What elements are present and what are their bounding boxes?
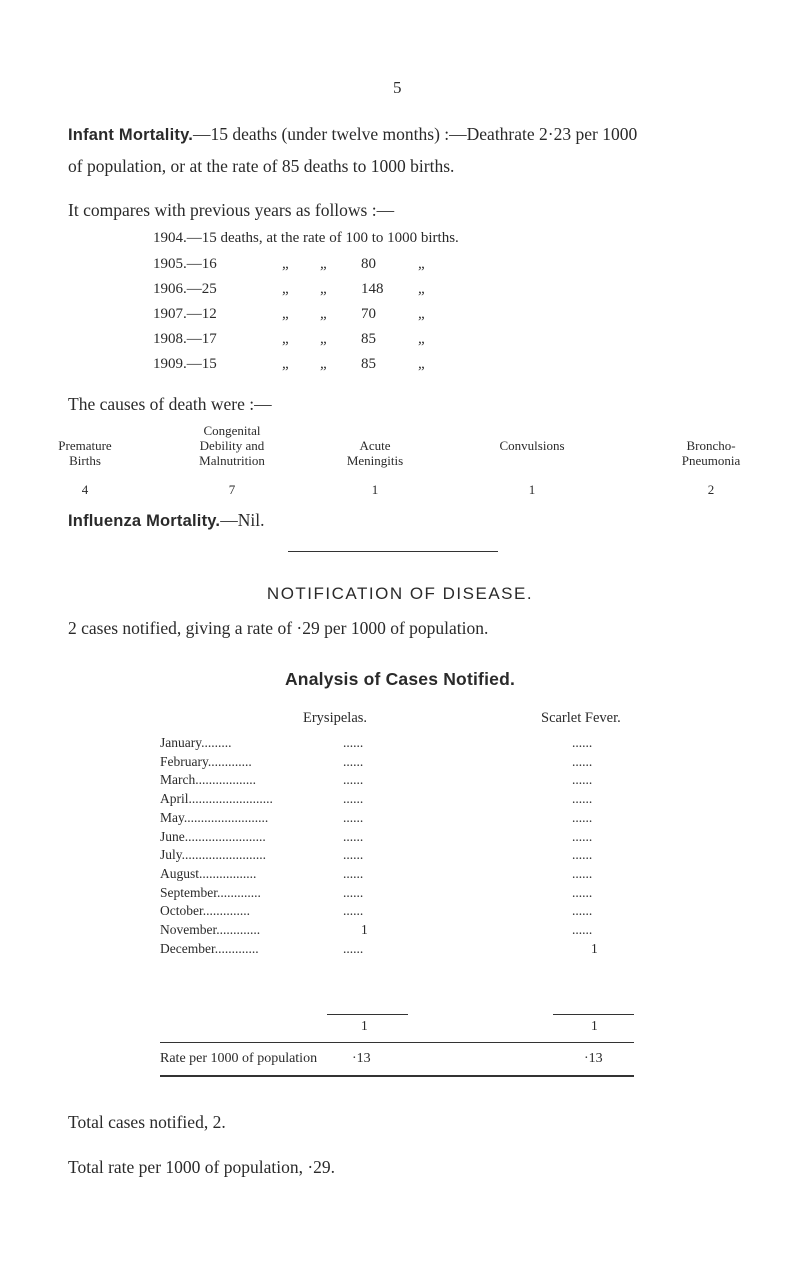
month-name: October xyxy=(160,903,203,919)
month-name: September xyxy=(160,884,217,900)
rate-scarlet-fever: ·13 xyxy=(584,1051,603,1066)
scarlet-fever-cell: ...... xyxy=(572,828,593,844)
infant-mortality-heading: Infant Mortality. xyxy=(68,126,194,144)
col-scarlet-fever-header: Scarlet Fever. xyxy=(541,710,621,726)
scarlet-fever-cell: ...... xyxy=(572,922,593,937)
year-rate: 70 xyxy=(361,306,376,322)
erysipelas-cell: ...... xyxy=(343,828,364,844)
scarlet-fever-cell: 1 xyxy=(591,940,598,956)
total-scarlet-fever: 1 xyxy=(591,1018,598,1033)
erysipelas-cell: ...... xyxy=(343,791,364,807)
ditto-mark: „ xyxy=(418,256,425,272)
rate-rule-top xyxy=(160,1042,634,1043)
year-entry: 1904.—15 deaths, at the rate of 100 to 1000 births. xyxy=(153,230,459,246)
ditto-mark: „ xyxy=(282,356,289,372)
ditto-mark: „ xyxy=(320,356,327,372)
scarlet-fever-cell: ...... xyxy=(572,791,593,807)
month-label xyxy=(160,866,256,882)
month-name: May xyxy=(160,809,184,825)
scarlet-fever-cell: ...... xyxy=(572,865,593,881)
year-entry: 1908.—17 xyxy=(153,331,217,347)
erysipelas-cell: ...... xyxy=(343,772,364,788)
month-name: July xyxy=(160,847,182,863)
cause-label xyxy=(15,423,155,438)
month-label xyxy=(160,735,231,751)
erysipelas-cell: ...... xyxy=(343,847,364,863)
total-erysipelas: 1 xyxy=(361,1018,368,1033)
dot-leader: ............. xyxy=(217,884,261,900)
ditto-mark: „ xyxy=(282,281,289,297)
month-name: December xyxy=(160,940,215,956)
cause-label: Broncho- xyxy=(686,438,736,453)
dot-leader: ................. xyxy=(199,865,257,881)
cause-count: 7 xyxy=(228,482,236,497)
ditto-mark: „ xyxy=(320,331,327,347)
scarlet-fever-cell: ...... xyxy=(572,884,593,900)
cause-count: 1 xyxy=(528,482,536,497)
scarlet-fever-cell: ...... xyxy=(572,809,593,825)
dot-leader: ......................... xyxy=(181,847,267,863)
cause-label: Malnutrition xyxy=(199,453,265,468)
year-rate: 85 xyxy=(361,331,376,347)
month-name: November xyxy=(160,922,217,937)
ditto-mark: „ xyxy=(282,331,289,347)
infant-mortality-line2: of population, or at the rate of 85 deaths to 1000 births. xyxy=(68,156,455,176)
month-label xyxy=(160,791,273,807)
section-divider xyxy=(288,551,498,552)
month-label xyxy=(160,772,256,788)
cause-label xyxy=(641,423,781,438)
cause-label: Meningitis xyxy=(346,453,404,468)
dot-leader: ............. xyxy=(207,753,252,769)
influenza-text: —Nil. xyxy=(220,510,265,530)
infant-mortality-text: —15 deaths (under twelve months) :—Deathrate 2·23 per 1000 xyxy=(193,124,638,144)
total-rule-erysipelas xyxy=(327,1014,408,1015)
month-name: June xyxy=(160,828,185,844)
influenza-heading: Influenza Mortality. xyxy=(68,512,221,530)
month-name: January xyxy=(160,735,202,750)
analysis-title: Analysis of Cases Notified. xyxy=(284,669,516,689)
year-entry: 1906.—25 xyxy=(153,281,217,297)
month-name: February xyxy=(160,753,208,769)
year-rate: 148 xyxy=(361,281,384,297)
causes-intro: The causes of death were :— xyxy=(68,394,272,414)
cause-column xyxy=(162,423,302,497)
erysipelas-cell: 1 xyxy=(361,922,368,937)
ditto-mark: „ xyxy=(282,256,289,272)
dot-leader: ........................ xyxy=(184,828,266,844)
ditto-mark: „ xyxy=(320,306,327,322)
total-rule-scarlet xyxy=(553,1014,634,1015)
month-name: August xyxy=(160,865,200,881)
rate-erysipelas: ·13 xyxy=(352,1051,371,1066)
notification-title: NOTIFICATION OF DISEASE. xyxy=(266,584,534,603)
cause-column xyxy=(15,423,155,497)
scarlet-fever-cell: ...... xyxy=(572,735,593,750)
scarlet-fever-cell: ...... xyxy=(572,847,593,863)
cause-label xyxy=(462,453,602,468)
ditto-mark: „ xyxy=(418,281,425,297)
month-label xyxy=(160,847,266,863)
total-rate: Total rate per 1000 of population, ·29. xyxy=(68,1157,336,1177)
scarlet-fever-cell: ...... xyxy=(572,772,593,788)
year-rate: 80 xyxy=(361,256,376,272)
month-label xyxy=(160,922,260,938)
dot-leader: ......................... xyxy=(183,809,269,825)
cause-label: Pneumonia xyxy=(681,453,741,468)
cause-label: Acute xyxy=(359,438,391,453)
erysipelas-cell: ...... xyxy=(343,903,364,919)
infant-mortality-line1 xyxy=(68,124,637,145)
compare-intro: It compares with previous years as follows :— xyxy=(68,200,395,220)
month-label xyxy=(160,754,252,770)
ditto-mark: „ xyxy=(418,356,425,372)
notified-line: 2 cases notified, giving a rate of ·29 per 1000 of population. xyxy=(68,618,489,638)
erysipelas-cell: ...... xyxy=(343,753,364,769)
cause-label xyxy=(462,423,602,438)
year-rate: 85 xyxy=(361,356,376,372)
month-label xyxy=(160,885,261,901)
cause-label: Debility and xyxy=(199,438,265,453)
dot-leader: .................. xyxy=(195,772,256,788)
ditto-mark: „ xyxy=(320,256,327,272)
scarlet-fever-cell: ...... xyxy=(572,903,593,919)
erysipelas-cell: ...... xyxy=(343,865,364,881)
dot-leader: ......... xyxy=(201,735,232,750)
cause-label: Congenital xyxy=(203,423,261,438)
dot-leader: ............. xyxy=(214,940,259,956)
erysipelas-cell: ...... xyxy=(343,735,364,750)
dot-leader: .............. xyxy=(202,903,250,919)
cause-column xyxy=(305,423,445,497)
erysipelas-cell: ...... xyxy=(343,940,364,956)
dot-leader: ............. xyxy=(216,922,261,937)
total-cases: Total cases notified, 2. xyxy=(68,1112,226,1132)
month-name: April xyxy=(160,791,189,807)
scarlet-fever-cell: ...... xyxy=(572,753,593,769)
ditto-mark: „ xyxy=(418,306,425,322)
dot-leader: ......................... xyxy=(188,791,273,807)
erysipelas-cell: ...... xyxy=(343,884,364,900)
month-label xyxy=(160,941,259,957)
ditto-mark: „ xyxy=(320,281,327,297)
page-number: 5 xyxy=(393,78,402,97)
cause-label: Convulsions xyxy=(499,438,565,453)
cause-count: 1 xyxy=(371,482,379,497)
month-label xyxy=(160,903,250,919)
year-entry: 1909.—15 xyxy=(153,356,217,372)
col-erysipelas-header: Erysipelas. xyxy=(303,710,368,726)
month-label xyxy=(160,810,268,826)
year-entry: 1905.—16 xyxy=(153,256,217,272)
rate-rule-bottom xyxy=(160,1075,634,1077)
cause-column xyxy=(462,423,602,497)
cause-column xyxy=(641,423,781,497)
cause-label: Births xyxy=(69,453,101,468)
influenza-line xyxy=(68,510,264,531)
cause-label: Premature xyxy=(58,438,112,453)
cause-label xyxy=(305,423,445,438)
ditto-mark: „ xyxy=(282,306,289,322)
cause-count: 2 xyxy=(707,482,715,497)
month-label xyxy=(160,829,266,845)
ditto-mark: „ xyxy=(418,331,425,347)
month-name: March xyxy=(160,772,196,788)
year-entry: 1907.—12 xyxy=(153,306,217,322)
rate-label: Rate per 1000 of population xyxy=(160,1051,318,1066)
cause-count: 4 xyxy=(81,482,89,497)
erysipelas-cell: ...... xyxy=(343,809,364,825)
